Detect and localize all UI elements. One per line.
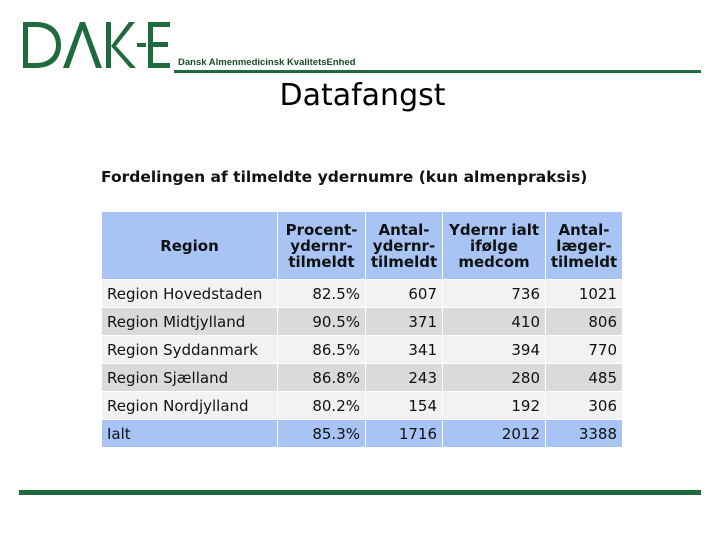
antal-laeger-cell: 306: [546, 392, 623, 420]
registration-table: [101, 211, 623, 448]
total-procent-cell: 85.3%: [278, 420, 366, 448]
region-cell: Region Sjælland: [102, 364, 278, 392]
table-title: Fordelingen af tilmeldte ydernumre (kun almenpraksis): [101, 168, 588, 186]
slide-title: Datafangst: [279, 78, 446, 113]
procent-cell: 90.5%: [278, 308, 366, 336]
footer-rule: [19, 490, 701, 495]
antal-ydernr-cell: 607: [366, 280, 443, 308]
procent-cell: 82.5%: [278, 280, 366, 308]
procent-cell: 80.2%: [278, 392, 366, 420]
header-line: Region: [160, 236, 219, 255]
table-row: [102, 280, 623, 308]
header-line: tilmeldt: [288, 252, 355, 271]
ydernr-ialt-cell: 736: [443, 280, 546, 308]
ydernr-ialt-cell: 410: [443, 308, 546, 336]
dake-logo-mark: [20, 19, 172, 71]
header-line: tilmeldt: [370, 252, 438, 271]
logo-subtitle: Dansk Almenmedicinsk KvalitetsEnhed: [178, 57, 356, 68]
header-ydernr-ialt: [443, 212, 546, 280]
antal-ydernr-cell: 154: [366, 392, 443, 420]
region-cell: Region Hovedstaden: [102, 280, 278, 308]
region-cell: Region Syddanmark: [102, 336, 278, 364]
antal-ydernr-cell: 243: [366, 364, 443, 392]
antal-ydernr-cell: 371: [366, 308, 443, 336]
ydernr-ialt-cell: 394: [443, 336, 546, 364]
header-procent: [278, 212, 366, 280]
header-line: medcom: [458, 252, 530, 271]
procent-cell: 86.8%: [278, 364, 366, 392]
table-row: [102, 392, 623, 420]
header-line: Antal-: [558, 220, 610, 239]
ydernr-ialt-cell: 192: [443, 392, 546, 420]
region-cell: Region Midtjylland: [102, 308, 278, 336]
table-header-row: [102, 212, 623, 280]
header-line: Procent-: [285, 220, 358, 239]
total-antal-ydernr-cell: 1716: [366, 420, 443, 448]
header-antal-laeger: [546, 212, 623, 280]
antal-laeger-cell: 1021: [546, 280, 623, 308]
header-rule: [174, 70, 701, 73]
table-row: [102, 308, 623, 336]
procent-cell: 86.5%: [278, 336, 366, 364]
total-antal-laeger-cell: 3388: [546, 420, 623, 448]
header-line: ydernr-: [290, 236, 353, 255]
header-line: Antal-: [378, 220, 430, 239]
total-row: [102, 420, 623, 448]
header-region: [102, 212, 278, 280]
antal-laeger-cell: 806: [546, 308, 623, 336]
antal-laeger-cell: 770: [546, 336, 623, 364]
header-antal-ydernr: [366, 212, 443, 280]
header-line: læger-: [556, 236, 612, 255]
table-row: [102, 336, 623, 364]
antal-ydernr-cell: 341: [366, 336, 443, 364]
table-row: [102, 364, 623, 392]
antal-laeger-cell: 485: [546, 364, 623, 392]
header-line: ifølge: [469, 236, 519, 255]
header-line: ydernr-: [372, 236, 436, 255]
ydernr-ialt-cell: 280: [443, 364, 546, 392]
header-line: Ydernr ialt: [448, 220, 540, 239]
total-ydernr-ialt-cell: 2012: [443, 420, 546, 448]
total-label-cell: Ialt: [102, 420, 278, 448]
region-cell: Region Nordjylland: [102, 392, 278, 420]
header-line: tilmeldt: [550, 252, 618, 271]
